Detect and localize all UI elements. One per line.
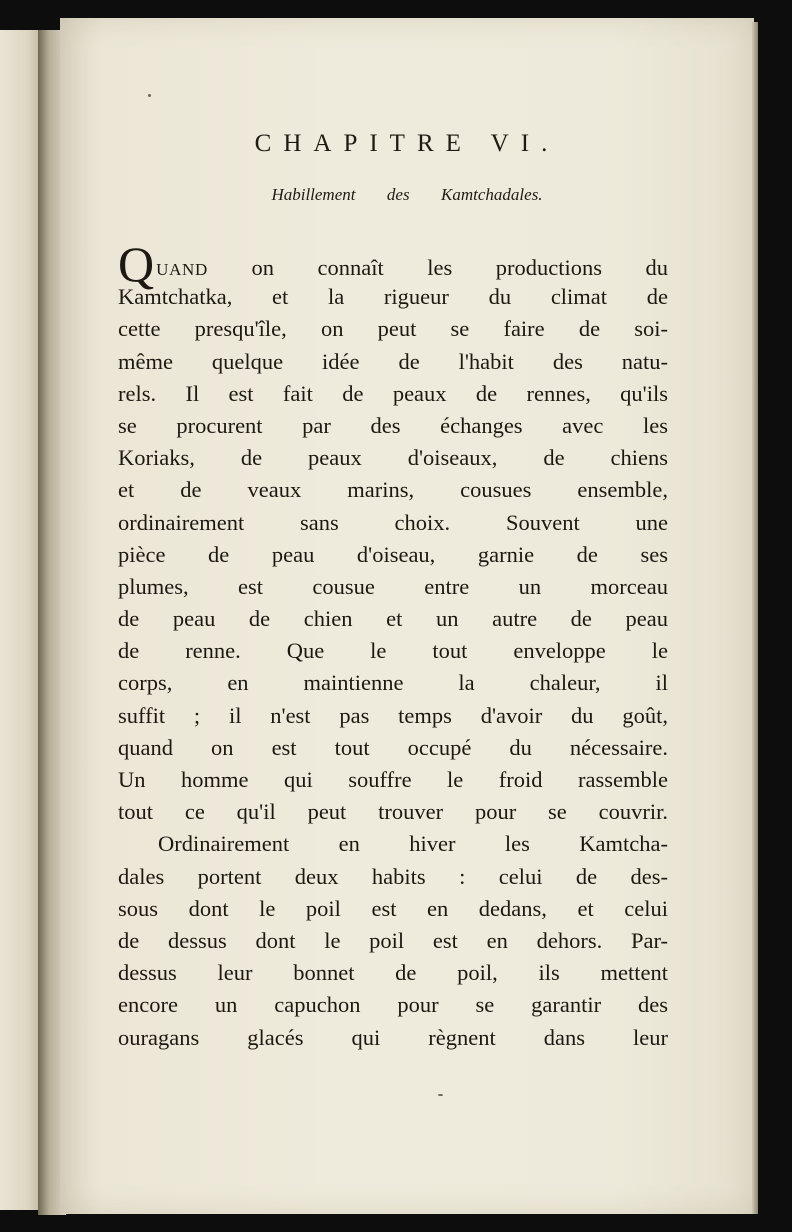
text-line: [118, 236, 668, 292]
text-line: de peau de chien et un autre de peau: [118, 606, 668, 632]
right-page-edge: [752, 22, 758, 1214]
text-line: quand on est tout occupé du nécessaire.: [118, 734, 668, 760]
text-line: ordinairement sans choix. Souvent une: [118, 509, 668, 535]
paper-speck: [438, 1094, 443, 1096]
text-line: plumes, est cousue entre un morceau: [118, 573, 668, 599]
text-line: cette presqu'île, on peut se faire de soi-: [118, 316, 668, 342]
text-line: Ordinairement en hiver les Kamtcha-: [158, 831, 668, 857]
text-line: de renne. Que le tout enveloppe le: [118, 638, 668, 664]
paper-speck: [148, 94, 151, 97]
text-line: dales portent deux habits : celui de des-: [118, 863, 668, 889]
text-line: corps, en maintienne la chaleur, il: [118, 670, 668, 696]
book-page: [60, 18, 754, 1214]
body-text: [118, 236, 668, 1054]
text-line: dessus leur bonnet de poil, ils mettent: [118, 960, 668, 986]
text-line: sous dont le poil est en dedans, et celui: [118, 895, 668, 921]
small-caps-word: UAND: [156, 260, 208, 279]
drop-cap: Q: [118, 236, 155, 292]
text-line: tout ce qu'il peut trouver pour se couvrir.: [118, 799, 668, 825]
text-line: de dessus dont le poil est en dehors. Par-: [118, 927, 668, 953]
text-line: Un homme qui souffre le froid rassemble: [118, 767, 668, 792]
text-line: et de veaux marins, cousues ensemble,: [118, 477, 668, 503]
text-line: encore un capuchon pour se garantir des: [118, 992, 668, 1018]
text-line: pièce de peau d'oiseau, garnie de ses: [118, 541, 668, 567]
text-line: rels. Il est fait de peaux de rennes, qu'ils: [118, 380, 668, 406]
text-line: suffit ; il n'est pas temps d'avoir du goût,: [118, 702, 668, 728]
chapter-subtitle: Habillement des Kamtchadales.: [271, 185, 543, 204]
text-line: se procurent par des échanges avec les: [118, 412, 668, 438]
text-line: même quelque idée de l'habit des natu-: [118, 348, 668, 374]
text-line: ouragans glacés qui règnent dans leur: [118, 1024, 668, 1050]
chapter-title: CHAPITRE VI.: [254, 130, 560, 157]
text-line: Koriaks, de peaux d'oiseaux, de chiens: [118, 445, 668, 471]
text-line: Kamtchatka, et la rigueur du climat de: [118, 284, 668, 310]
text-line-content: on connaît les productions du: [207, 255, 668, 280]
